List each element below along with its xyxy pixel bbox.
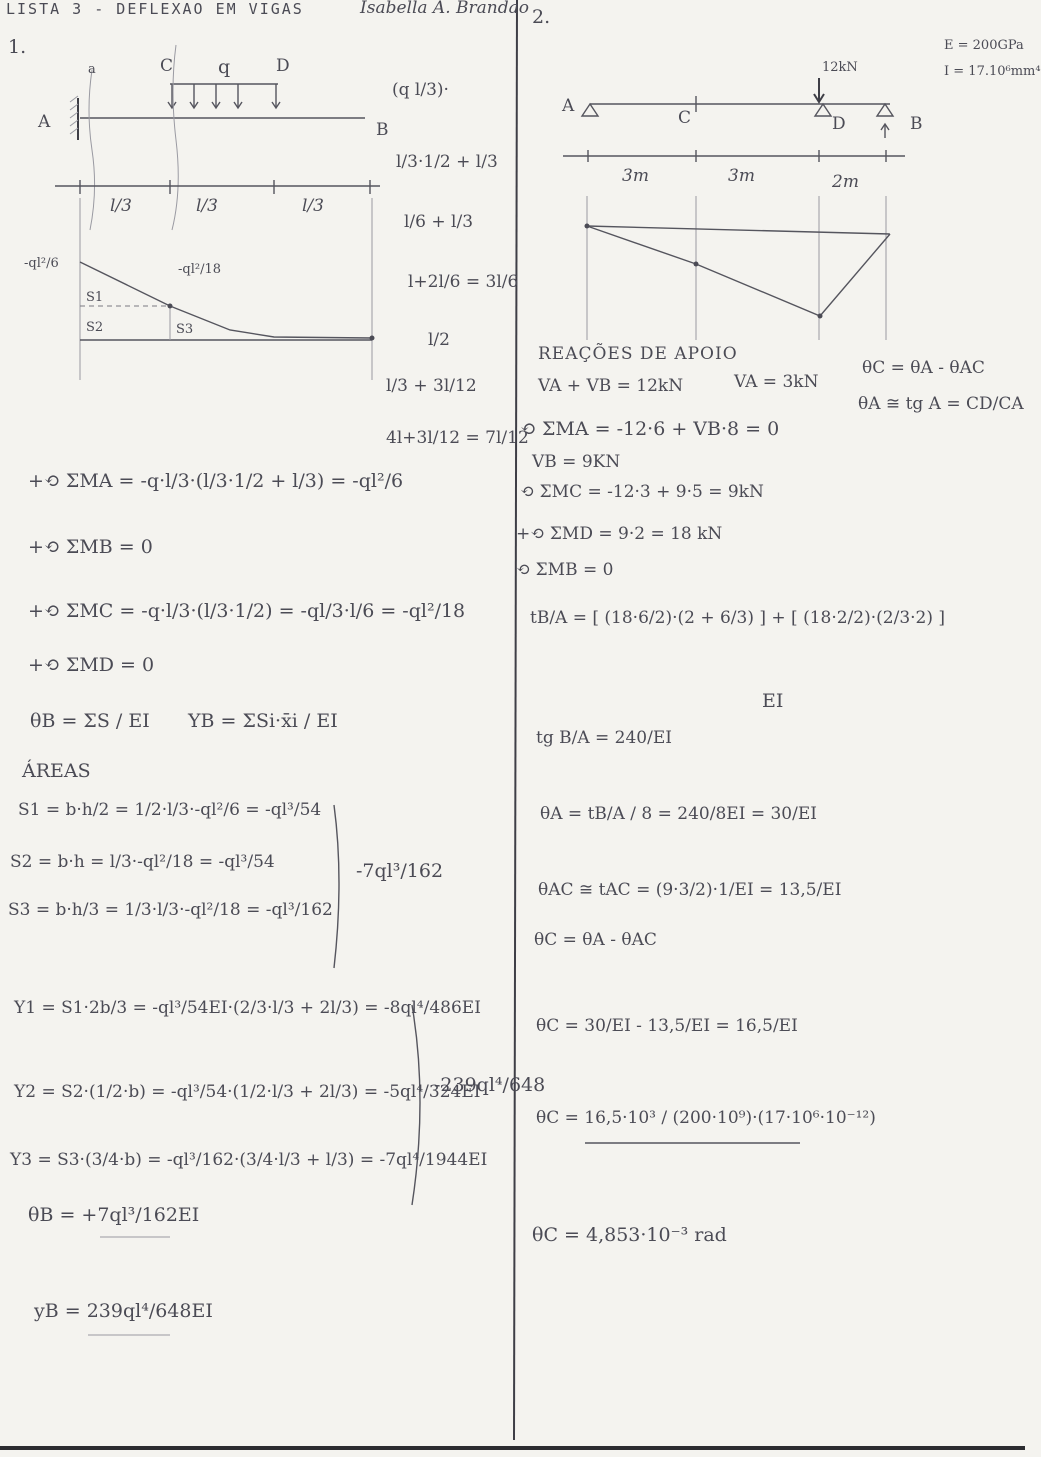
p2-label-c: C — [678, 108, 692, 128]
p1-theta-formula: θB = ΣS / EI — [30, 710, 150, 732]
p2-theta-a-relation: θA ≅ tg A = CD/CA — [858, 394, 1024, 414]
p1-support-hatch — [70, 96, 78, 134]
p1-load-arrows — [168, 84, 280, 108]
p2-reactions-heading: REAÇÕES DE APOIO — [538, 344, 738, 364]
p2-theta-c-line: θC = θA - θAC — [534, 930, 657, 950]
p1-dim-1: l/3 — [110, 196, 132, 216]
p2-deflected-shape — [587, 226, 890, 316]
p1-moment-eq-b: +⟲ ΣMB = 0 — [28, 536, 153, 558]
page-title: LISTA 3 - DEFLEXAO EM VIGAS — [6, 0, 304, 18]
column-divider — [514, 0, 517, 1440]
p2-tangent-line — [587, 226, 890, 234]
p1-area-label-s1: S1 — [86, 290, 104, 305]
p2-eq-sum-forces: VA + VB = 12kN — [538, 376, 684, 396]
p1-moment-eq-d: +⟲ ΣMD = 0 — [28, 654, 155, 676]
p1-area-label-s3: S3 — [176, 322, 194, 337]
p2-dim-1: 3m — [622, 166, 649, 186]
p2-theta-c-numeric: θC = 16,5·10³ / (200·10⁹)·(17·10⁶·10⁻¹²) — [536, 1108, 876, 1128]
p2-moment-b: ⟲ ΣMB = 0 — [516, 560, 614, 580]
p1-side-calc-2: l/3·1/2 + l/3 — [396, 152, 498, 172]
p2-dim-2: 3m — [728, 166, 755, 186]
p1-areas-sum: -7ql³/162 — [356, 860, 444, 882]
p2-theta-c-relation: θC = θA - θAC — [862, 358, 985, 378]
p1-y-formula: YB = ΣSi·x̄i / EI — [188, 710, 338, 732]
p1-y-term-1: Y1 = S1·2b/3 = -ql³/54EI·(2/3·l/3 + 2l/3) = -8ql⁴/486EI — [14, 998, 481, 1018]
p1-areas-bracket — [334, 805, 339, 968]
p1-area-label-s2: S2 — [86, 320, 104, 335]
p2-beam-diagram — [563, 78, 905, 162]
p2-label-a: A — [562, 96, 575, 116]
problem-1-number: 1. — [8, 36, 27, 58]
p2-elastic-curve — [585, 196, 891, 340]
p1-cut-line-1 — [89, 70, 95, 230]
p1-area-s3: S3 = b·h/3 = 1/3·l/3·-ql²/18 = -ql³/162 — [8, 900, 333, 920]
p2-theta-c-result: θC = 4,853·10⁻³ rad — [532, 1224, 727, 1246]
p2-reaction-vb: VB = 9KN — [532, 452, 621, 472]
p2-label-b: B — [910, 114, 923, 134]
p1-moment-curve — [80, 262, 372, 338]
p1-moment-label-c: -ql²/18 — [178, 262, 222, 277]
p1-label-q: q — [218, 56, 231, 78]
p1-area-s1: S1 = b·h/2 = 1/2·l/3·-ql²/6 = -ql³/54 — [18, 800, 322, 820]
p2-support-b — [877, 104, 893, 116]
p1-moment-eq-c: +⟲ ΣMC = -q·l/3·(l/3·1/2) = -ql/3·l/6 = -ql²/18 — [28, 600, 466, 622]
p1-label-cut: a — [88, 62, 96, 77]
p1-side-calc-3: l/6 + l/3 — [404, 212, 474, 232]
p2-theta-a: θA = tB/A / 8 = 240/8EI = 30/EI — [540, 804, 817, 824]
p1-dim-2: l/3 — [196, 196, 218, 216]
p1-dim-3: l/3 — [302, 196, 324, 216]
p2-load-label: 12kN — [822, 60, 858, 75]
p1-label-a: A — [38, 112, 51, 132]
p1-y-result: yB = 239ql⁴/648EI — [34, 1300, 213, 1322]
p2-theta-ac: θAC ≅ tAC = (9·3/2)·1/EI = 13,5/EI — [538, 880, 842, 900]
p2-prop-e: E = 200GPa — [944, 38, 1024, 53]
p1-moment-eq-a: +⟲ ΣMA = -q·l/3·(l/3·1/2 + l/3) = -ql²/6 — [28, 470, 404, 492]
p2-reaction-va: VA = 3kN — [734, 372, 819, 392]
p1-area-s2: S2 = b·h = l/3·-ql²/18 = -ql³/54 — [10, 852, 275, 872]
p2-prop-i: I = 17.10⁶mm⁴ — [944, 64, 1041, 79]
p1-moment-label-a: -ql²/6 — [24, 256, 59, 271]
p2-theta-c-value: θC = 30/EI - 13,5/EI = 16,5/EI — [536, 1016, 798, 1036]
p2-tba-expression: tB/A = [ (18·6/2)·(2 + 6/3) ] + [ (18·2/2)·(2/3·2) ] — [530, 608, 946, 628]
p2-moment-d: +⟲ ΣMD = 9·2 = 18 kN — [516, 524, 723, 544]
p2-moment-c: ⟲ ΣMC = -12·3 + 9·5 = 9kN — [520, 482, 764, 502]
p1-label-c: C — [160, 56, 174, 76]
p1-side-calc-7: 4l+3l/12 = 7l/12 — [386, 428, 529, 448]
p1-y-sum: -239ql⁴/648 — [434, 1074, 546, 1096]
p2-dim-3: 2m — [832, 172, 859, 192]
p1-theta-result: θB = +7ql³/162EI — [28, 1204, 200, 1226]
p2-ei-denominator: EI — [762, 690, 784, 712]
p1-side-calc-1: (q l/3)· — [392, 80, 449, 100]
problem-2-number: 2. — [532, 6, 551, 28]
p2-tg-ba: tg B/A = 240/EI — [536, 728, 672, 748]
p2-support-a — [582, 104, 598, 116]
p1-side-calc-5: l/2 — [428, 330, 450, 350]
p2-moment-a: ⟲ ΣMA = -12·6 + VB·8 = 0 — [520, 418, 780, 440]
p1-label-b: B — [376, 120, 389, 140]
p1-side-calc-6: l/3 + 3l/12 — [386, 376, 477, 396]
p1-moment-diagram — [80, 198, 375, 380]
p1-label-d: D — [276, 56, 290, 76]
p2-support-d — [815, 104, 831, 116]
p1-y-term-2: Y2 = S2·(1/2·b) = -ql³/54·(1/2·l/3 + 2l/3) = -5ql⁴/324EI — [14, 1082, 481, 1102]
p2-label-d: D — [832, 114, 846, 134]
p1-y-term-3: Y3 = S3·(3/4·b) = -ql³/162·(3/4·l/3 + l/3) = -7ql⁴/1944EI — [10, 1150, 488, 1170]
p1-side-calc-4: l+2l/6 = 3l/6 — [408, 272, 519, 292]
p1-areas-heading: ÁREAS — [22, 760, 91, 782]
p1-y-bracket — [412, 1005, 420, 1205]
author-signature: Isabella A. Brandao — [360, 0, 529, 18]
